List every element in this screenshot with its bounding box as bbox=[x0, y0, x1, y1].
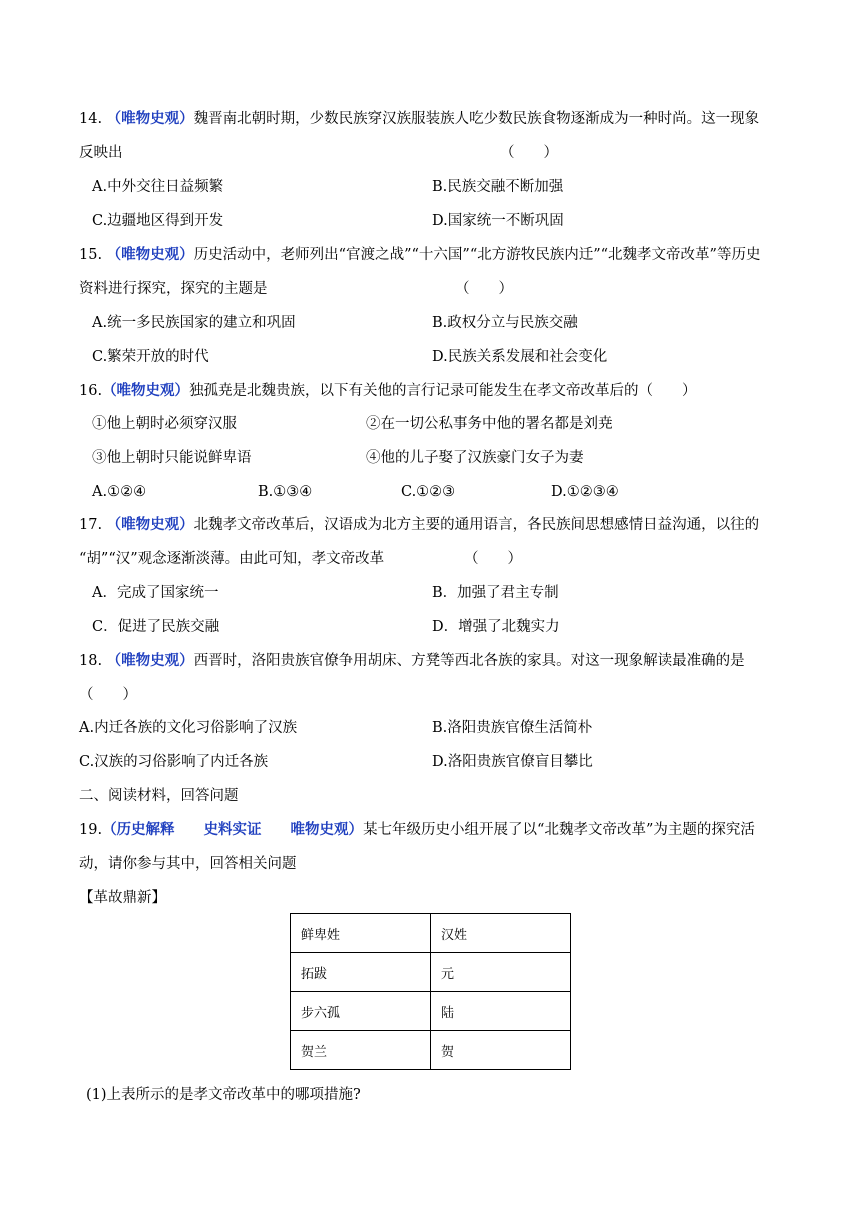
q16-tag: （唯物史观） bbox=[102, 382, 190, 399]
q16-item-3: ③他上朝时只能说鲜卑语 bbox=[92, 450, 252, 466]
q17-stem-line-1 bbox=[79, 515, 759, 535]
q17-number: 17. bbox=[79, 517, 103, 533]
q16-stem-line-1 bbox=[79, 381, 697, 401]
table-header-cell: 鲜卑姓 bbox=[291, 914, 431, 953]
q16-option-b: B.①③④ bbox=[258, 484, 313, 500]
q19-number: 19. bbox=[79, 822, 103, 838]
q14-option-c: C.边疆地区得到开发 bbox=[92, 213, 224, 229]
section-2-heading: 二、阅读材料，回答问题 bbox=[79, 788, 239, 804]
q17-option-a: A．完成了国家统一 bbox=[92, 585, 219, 601]
q15-option-d: D.民族关系发展和社会变化 bbox=[432, 349, 608, 365]
q17-option-b: B．加强了君主专制 bbox=[432, 585, 559, 601]
q18-tag: （唯物史观） bbox=[106, 652, 194, 669]
q14-tag: （唯物史观） bbox=[106, 110, 194, 127]
q19-tag: （历史解释 史料实证 唯物史观） bbox=[102, 821, 364, 838]
q18-answer-paren: （ ） bbox=[79, 687, 137, 703]
q17-tag: （唯物史观） bbox=[106, 516, 194, 533]
table-cell: 陆 bbox=[431, 992, 571, 1031]
q19-stem-line-1 bbox=[79, 820, 755, 840]
q16-item-1: ①他上朝时必须穿汉服 bbox=[92, 416, 237, 432]
q16-option-d: D.①②③④ bbox=[551, 484, 619, 500]
q14-answer-paren: （ ） bbox=[500, 145, 558, 161]
q15-stem-line-2: 资料进行探究，探究的主题是 bbox=[79, 281, 268, 297]
q17-answer-paren: （ ） bbox=[464, 551, 522, 567]
q16-item-4: ④他的儿子娶了汉族豪门女子为妻 bbox=[366, 450, 584, 466]
q18-stem-1: 西晋时，洛阳贵族官僚争用胡床、方凳等西北各族的家具。对这一现象解读最准确的是 bbox=[193, 653, 745, 669]
q17-stem-1: 北魏孝文帝改革后，汉语成为北方主要的通用语言，各民族间思想感情日益沟通，以往的 bbox=[193, 517, 760, 533]
q17-option-d: D．增强了北魏实力 bbox=[432, 619, 560, 635]
q15-option-c: C.繁荣开放的时代 bbox=[92, 349, 209, 365]
q15-answer-paren: （ ） bbox=[455, 281, 513, 297]
q16-option-c: C.①②③ bbox=[401, 484, 456, 500]
q14-option-d: D.国家统一不断巩固 bbox=[432, 213, 564, 229]
surname-table bbox=[290, 913, 571, 1070]
q17-option-c: C．促进了民族交融 bbox=[92, 619, 220, 635]
table-cell: 步六孤 bbox=[291, 992, 431, 1031]
q14-option-b: B.民族交融不断加强 bbox=[432, 179, 564, 195]
q18-number: 18. bbox=[79, 653, 103, 669]
table-cell: 拓跋 bbox=[291, 953, 431, 992]
q18-option-c: C.汉族的习俗影响了内迁各族 bbox=[79, 754, 269, 770]
table-row bbox=[291, 992, 571, 1031]
q18-stem-line-1 bbox=[79, 651, 745, 671]
q18-option-a: A.内迁各族的文化习俗影响了汉族 bbox=[79, 720, 298, 736]
q16-stem-1: 独孤尭是北魏贵族，以下有关他的言行记录可能发生在孝文帝改革后的（ ） bbox=[189, 383, 697, 399]
table-row bbox=[291, 953, 571, 992]
q17-stem-line-2: “胡”“汉”观念逐渐淡薄。由此可知，孝文帝改革 bbox=[79, 551, 385, 567]
q16-item-2: ②在一切公私事务中他的署名都是刘尭 bbox=[366, 416, 613, 432]
q19-stem-1: 某七年级历史小组开展了以“北魏孝文帝改革”为主题的探究活 bbox=[363, 822, 755, 838]
table-row bbox=[291, 1031, 571, 1070]
q18-option-b: B.洛阳贵族官僚生活简朴 bbox=[432, 720, 593, 736]
q14-number: 14. bbox=[79, 111, 103, 127]
table-header-row bbox=[291, 914, 571, 953]
q16-number: 16. bbox=[79, 383, 103, 399]
q19-stem-line-2: 动，请你参与其中，回答相关问题 bbox=[79, 856, 297, 872]
q15-option-b: B.政权分立与民族交融 bbox=[432, 315, 578, 331]
q19-subquestion-1: (1)上表所示的是孝文帝改革中的哪项措施? bbox=[86, 1087, 361, 1103]
q15-number: 15. bbox=[79, 247, 103, 263]
q16-option-a: A.①②④ bbox=[92, 484, 147, 500]
q15-option-a: A.统一多民族国家的建立和巩固 bbox=[92, 315, 296, 331]
table-cell: 贺兰 bbox=[291, 1031, 431, 1070]
q15-tag: （唯物史观） bbox=[106, 246, 194, 263]
q15-stem-line-1 bbox=[79, 245, 760, 265]
q14-stem-line-1 bbox=[79, 109, 759, 129]
q15-stem-1: 历史活动中，老师列出“官渡之战”“十六国”“北方游牧民族内迁”“北魏孝文帝改革”等历史 bbox=[193, 247, 761, 263]
table-cell: 元 bbox=[431, 953, 571, 992]
q14-stem-1: 魏晋南北朝时期，少数民族穿汉族服装族人吃少数民族食物逐渐成为一种时尚。这一现象 bbox=[193, 111, 760, 127]
q14-stem-2: 反映出 bbox=[79, 145, 123, 161]
q14-stem-line-2 bbox=[79, 143, 123, 163]
q18-option-d: D.洛阳贵族官僚盲目攀比 bbox=[432, 754, 593, 770]
table-header-cell: 汉姓 bbox=[431, 914, 571, 953]
q14-option-a: A.中外交往日益频繁 bbox=[92, 179, 224, 195]
q19-material-heading: 【革故鼎新】 bbox=[79, 890, 166, 906]
table-cell: 贺 bbox=[431, 1031, 571, 1070]
